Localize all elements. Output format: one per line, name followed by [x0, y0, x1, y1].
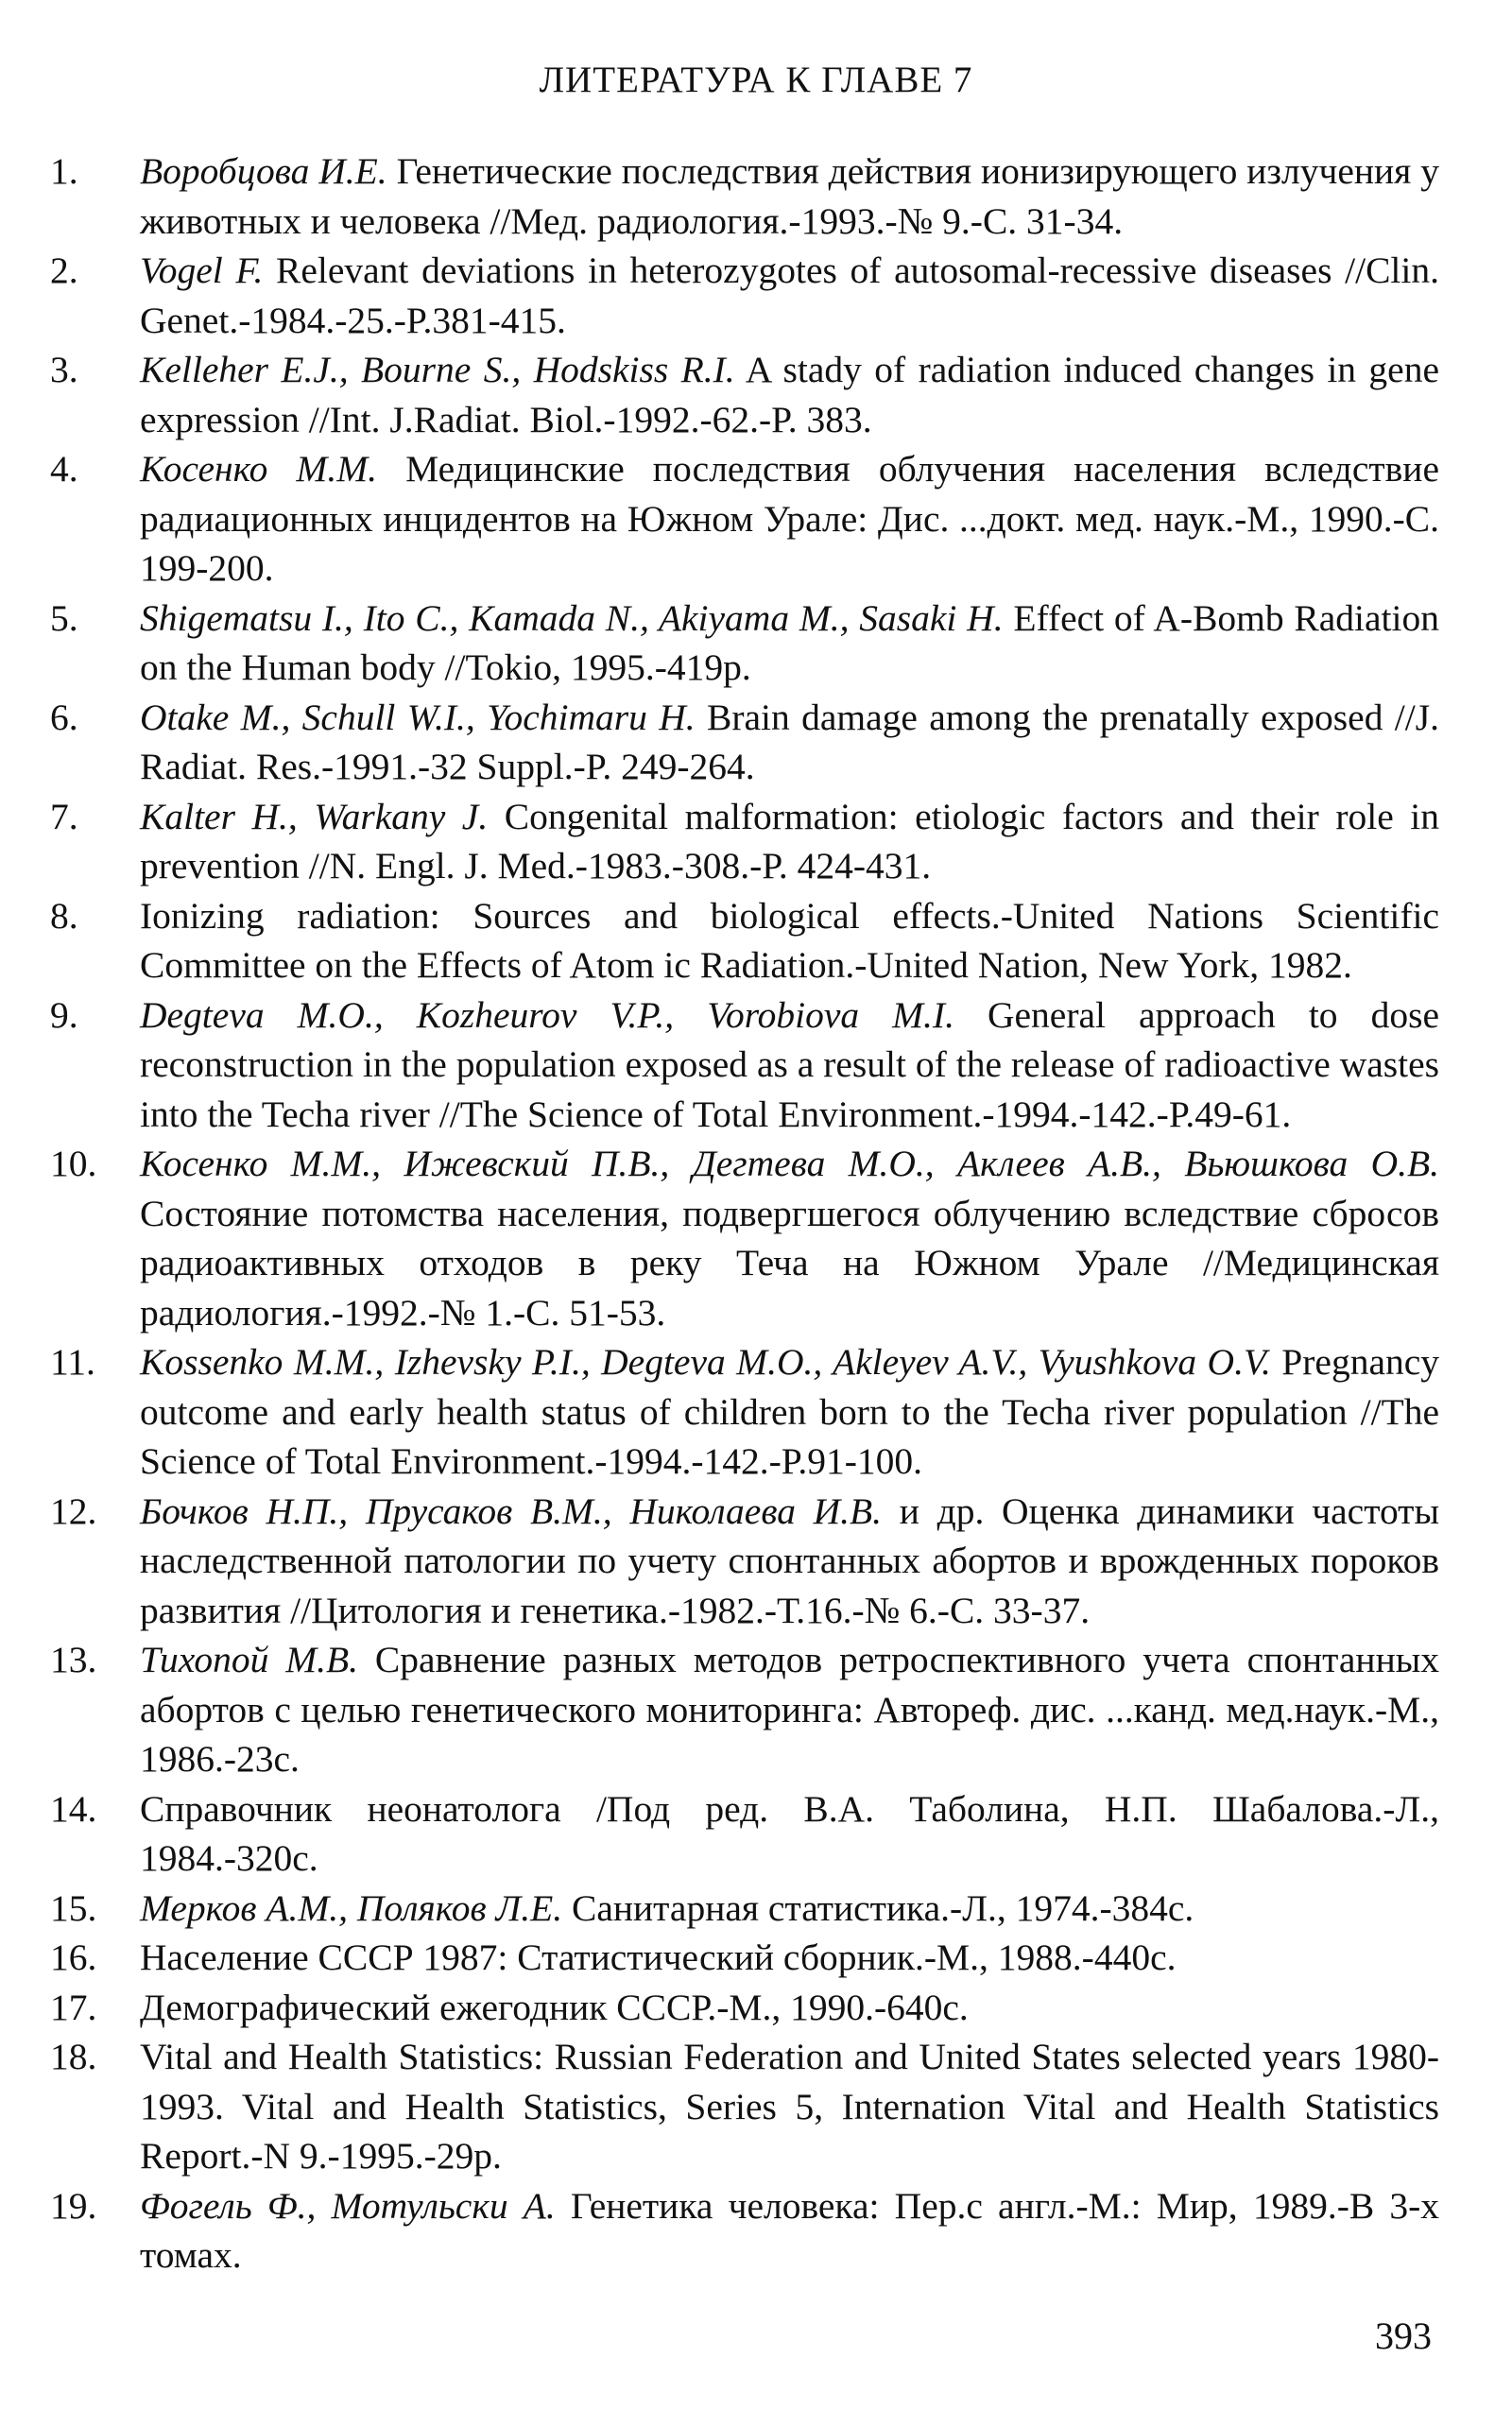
reference-body	[140, 594, 1439, 693]
reference-item	[50, 1884, 1439, 1934]
reference-authors: Косенко М.М., Ижевский П.В., Дегтева М.О., Аклеев А.В., Вьюшкова О.В.	[140, 1143, 1439, 1184]
reference-item	[50, 2032, 1439, 2181]
reference-body	[140, 693, 1439, 792]
reference-text: Население СССР 1987: Статистический сборник.-М., 1988.-440с.	[140, 1937, 1177, 1978]
reference-authors: Kelleher E.J., Bourne S., Hodskiss R.I.	[140, 349, 735, 390]
reference-body	[140, 1784, 1439, 1884]
reference-text: Демографический ежегодник СССР.-М., 1990.-640с.	[140, 1986, 969, 2028]
reference-text: Brain damage among the prenatally exposed //J. Radiat. Res.-1991.-32 Suppl.-P. 249-264.	[140, 696, 1439, 787]
reference-authors: Degteva M.O., Kozheurov V.P., Vorobiova M.I.	[140, 993, 954, 1036]
reference-body	[140, 891, 1439, 990]
reference-number: 15.	[50, 1886, 97, 1929]
reference-number: 7.	[50, 795, 78, 837]
page-title: ЛИТЕРАТУРА К ГЛАВЕ 7	[539, 60, 973, 100]
reference-text: Effect of A-Bomb Radiation on the Human body //Tokio, 1995.-419p.	[140, 596, 1439, 688]
reference-number: 2.	[50, 250, 78, 291]
reference-text: Сравнение разных методов ретроспективного учета спонтанных абортов с целью генетического мониторинга: Автореф. дис. ...канд. мед.наук.-М., 1986.-23с.	[140, 1639, 1439, 1780]
reference-item	[50, 693, 1439, 792]
reference-text: Генетика человека: Пер.с англ.-М.: Мир, 1989.-В 3-х томах.	[140, 2184, 1439, 2276]
reference-authors: Otake M., Schull W.I., Yochimaru H.	[140, 696, 696, 738]
reference-item	[50, 1337, 1440, 1487]
reference-text: General approach to dose reconstruction in the population exposed as a result of the release of radioactive wastes into the Techa river //The Science of Total Environment.-1994.-142.-P.49-61.	[140, 993, 1439, 1135]
reference-text: и др. Оценка динамики частоты наследственной патологии по учету спонтанных абортов и врожденных пороков развития //Цитология и генетика.-1982.-Т.16.-№ 6.-С. 33-37.	[140, 1489, 1439, 1631]
reference-authors: Бочков Н.П., Прусаков В.М., Николаева И.В.	[140, 1489, 883, 1532]
reference-item	[50, 2181, 1439, 2281]
reference-text: Vital and Health Statistics: Russian Federation and United States selected years 1980-1993. Vital and Health Statistics, Series 5, Internation Vital and Health Statistics Report.-N 9.-1995.-29p.	[140, 2036, 1439, 2177]
reference-item	[50, 146, 1439, 246]
reference-body	[140, 1337, 1439, 1487]
reference-number: 5.	[50, 596, 78, 639]
reference-body	[140, 1983, 1439, 2033]
reference-item	[50, 246, 1439, 345]
reference-number: 13.	[50, 1639, 97, 1680]
reference-authors: Kossenko M.M., Izhevsky P.I., Degteva M.O., Akleyev A.V., Vyushkova O.V.	[140, 1341, 1271, 1383]
reference-item	[50, 1983, 1439, 2033]
reference-text: Справочник неонатолога /Под ред. В.А. Таболина, Н.П. Шабалова.-Л., 1984.-320с.	[140, 1787, 1439, 1879]
reference-text: Congenital malformation: etiologic factors and their role in prevention //N. Engl. J. Med.-1983.-308.-P. 424-431.	[140, 795, 1439, 887]
page-number: 393	[1375, 2315, 1432, 2357]
reference-text: Состояние потомства населения, подвергшегося облучению вследствие сбросов радиоактивных отходов в реку Теча на Южном Урале //Медицинская радиология.-1992.-№ 1.-С. 51-53.	[140, 1192, 1439, 1334]
reference-item	[50, 1487, 1439, 1636]
reference-number: 3.	[50, 349, 78, 390]
reference-body	[140, 1884, 1439, 1934]
reference-item	[50, 1635, 1439, 1784]
reference-authors: Фогель Ф., Мотульски А.	[140, 2184, 556, 2227]
reference-number: 14.	[50, 1787, 97, 1830]
reference-text: Генетические последствия действия ионизирующего излучения у животных и человека //Мед. радиология.-1993.-№ 9.-С. 31-34.	[140, 150, 1439, 242]
reference-text: A stady of radiation induced changes in gene expression //Int. J.Radiat. Biol.-1992.-62.-P. 383.	[140, 349, 1439, 440]
reference-number: 12.	[50, 1489, 97, 1532]
reference-number: 4.	[50, 448, 78, 490]
reference-item	[50, 444, 1439, 594]
reference-text: Санитарная статистика.-Л., 1974.-384с.	[562, 1886, 1194, 1929]
reference-text: Медицинские последствия облучения населения вследствие радиационных инцидентов на Южном Урале: Дис. ...докт. мед. наук.-М., 1990.-С. 199-200.	[140, 448, 1439, 589]
reference-body	[140, 146, 1439, 246]
reference-number: 16.	[50, 1937, 97, 1978]
reference-authors: Тихопой М.В.	[140, 1639, 359, 1680]
reference-number: 9.	[50, 993, 78, 1036]
reference-item	[50, 594, 1439, 693]
reference-number: 18.	[50, 2036, 97, 2077]
reference-item	[50, 1933, 1439, 1983]
reference-text: Ionizing radiation: Sources and biological effects.-United Nations Scientific Committee on the Effects of Atom ic Radiation.-United Nation, New York, 1982.	[140, 894, 1439, 986]
reference-body	[140, 2181, 1439, 2281]
reference-body	[140, 1139, 1439, 1337]
reference-body	[140, 2032, 1439, 2181]
reference-item	[50, 345, 1439, 444]
reference-body	[140, 345, 1439, 444]
reference-body	[140, 1487, 1439, 1636]
reference-text: Pregnancy outcome and early health status of children born to the Techa river population //The Science of Total Environment.-1994.-142.-P.91-100.	[140, 1341, 1440, 1482]
reference-number: 10.	[50, 1143, 97, 1184]
reference-authors: Мерков А.М., Поляков Л.Е.	[140, 1886, 563, 1929]
reference-item	[50, 1784, 1439, 1884]
reference-number: 19.	[50, 2184, 97, 2227]
reference-number: 11.	[50, 1341, 95, 1383]
reference-list	[50, 146, 1440, 2281]
reference-text: Relevant deviations in heterozygotes of autosomal-recessive diseases //Clin. Genet.-1984.-25.-P.381-415.	[140, 250, 1439, 341]
reference-body	[140, 792, 1439, 891]
reference-number: 17.	[50, 1986, 97, 2028]
reference-body	[140, 1933, 1439, 1983]
reference-number: 6.	[50, 696, 78, 738]
reference-authors: Kalter H., Warkany J.	[140, 795, 489, 837]
reference-item	[50, 891, 1439, 990]
reference-number: 1.	[50, 150, 78, 192]
reference-body	[140, 444, 1439, 594]
reference-item	[50, 1139, 1439, 1337]
reference-item	[50, 792, 1439, 891]
reference-authors: Shigematsu I., Ito C., Kamada N., Akiyama M., Sasaki H.	[140, 596, 1004, 639]
reference-body	[140, 246, 1439, 345]
reference-authors: Косенко М.М.	[140, 448, 377, 490]
reference-item	[50, 990, 1439, 1140]
reference-authors: Vogel F.	[140, 250, 264, 291]
reference-body	[140, 1635, 1439, 1784]
reference-authors: Воробцова И.Е.	[140, 150, 387, 192]
reference-number: 8.	[50, 894, 78, 937]
reference-body	[140, 990, 1439, 1140]
